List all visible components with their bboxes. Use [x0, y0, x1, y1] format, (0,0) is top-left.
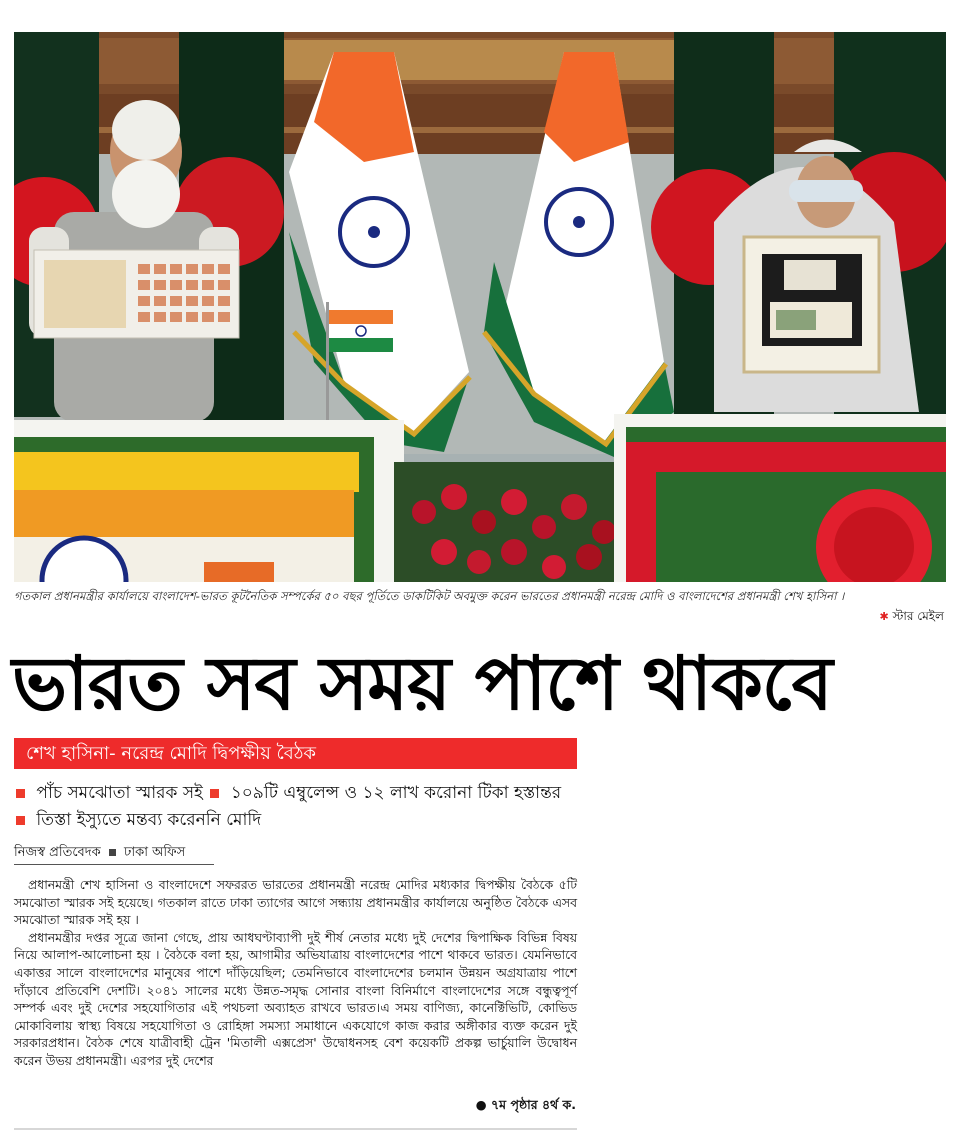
subhead-point-2: ১০৯টি এম্বুলেন্স ও ১২ লাখ করোনা টিকা হস্তান্তর [230, 783, 562, 803]
credit-text: স্টার মেইল [892, 609, 944, 623]
subhead-point-3: তিস্তা ইস্যুতে মন্তব্য করেননি মোদি [36, 810, 262, 830]
credit-bullet-icon: ✱ [879, 610, 889, 623]
photo-credit [879, 608, 944, 628]
continuation-bullet-icon: ● [475, 1097, 487, 1112]
red-square-bullet-icon [16, 816, 25, 825]
subheadlines [14, 780, 574, 834]
body-paragraph: প্রধানমন্ত্রী শেখ হাসিনা ও বাংলাদেশে সফররত ভারতের প্রধানমন্ত্রী নরেন্দ্র মোদির মধ্যকার দ্বিপক্ষীয় বৈঠকে ৫টি সমঝোতা স্মারক সই হয়েছে। গতকাল রাতে ঢাকা ত্যাগের আগে সন্ধ্যায় প্রধানমন্ত্রীর কার্যালয়ে অনুষ্ঠিত বৈঠকে এসব সমঝোতা স্মারক সই হয় । [14, 877, 577, 928]
bottom-divider [14, 1128, 577, 1130]
reporter-label: নিজস্ব প্রতিবেদক [14, 845, 101, 860]
kicker-text: শেখ হাসিনা- নরেন্দ্র মোদি দ্বিপক্ষীয় বৈঠক [26, 743, 317, 764]
continuation-text: ৭ম পৃষ্ঠার ৪র্থ ক. [491, 1097, 576, 1112]
headline: ভারত সব সময় পাশে থাকবে [12, 641, 832, 727]
article-body [14, 876, 577, 1070]
photo-caption: গতকাল প্রধানমন্ত্রীর কার্যালয়ে বাংলাদেশ-ভারত কূটনৈতিক সম্পর্কের ৫০ বছর পূর্তিতে ডাকটিকিট অবমুক্ত করেন ভারতের প্রধানমন্ত্রী নরেন্দ্র মোদি ও বাংলাদেশের প্রধানমন্ত্রী শেখ হাসিনা । [14, 589, 845, 603]
byline [14, 844, 214, 865]
continuation-note [476, 1097, 576, 1117]
subhead-point-1: পাঁচ সমঝোতা স্মারক সই [36, 783, 203, 803]
red-square-bullet-icon [16, 789, 25, 798]
red-square-bullet-icon [210, 789, 219, 798]
news-photo [14, 32, 946, 582]
kicker-banner [14, 738, 577, 769]
body-paragraph: প্রধানমন্ত্রীর দপ্তর সূত্রে জানা গেছে, প্রায় আধঘণ্টাব্যাপী দুই শীর্ষ নেতার মধ্যে দুই দেশের দ্বিপাক্ষিক বিভিন্ন বিষয় নিয়ে আলাপ-আলোচনা হয় । বৈঠকে বলা হয়, আগামীর অভিযাত্রায় বাংলাদেশের পাশে থাকবে ভারত। যেমনিভাবে একাত্তর সালে বাংলাদেশের মানুষের পাশে দাঁড়িয়েছিল; তেমনিভাবে বাংলাদেশের চলমান উন্নয়ন অগ্রযাত্রায় পাশে দাঁড়াবে প্রতিবেশি দেশটি। ২০৪১ সালের মধ্যে উন্নত-সমৃদ্ধ সোনার বাংলা বিনির্মাণে বাংলাদেশের সঙ্গে বন্ধুত্বপূর্ণ সম্পর্ক এবং দুই দেশের সহযোগিতার এই পথচলা অব্যাহত রাখবে ভারত।এ সময় বাণিজ্য, কানেক্টিভিটি, কোভিড মোকাবিলায় স্বাস্থ্য বিষয়ে সহযোগিতা ও রোহিঙ্গা সমস্যা সমাধানে একযোগে কাজ করার অঙ্গীকার ব্যক্ত করেন দুই সরকারপ্রধান। বৈঠক শেষে যাত্রীবাহী ট্রেন 'মিতালী এক্সপ্রেস' উদ্বোধনসহ বেশ কয়েকটি প্রকল্প ভার্চুয়ালি উদ্বোধন করেন উভয় প্রধানমন্ত্রী। এরপর দুই দেশের [14, 929, 577, 1068]
office-label: ঢাকা অফিস [124, 845, 186, 860]
byline-separator-icon [109, 849, 116, 856]
